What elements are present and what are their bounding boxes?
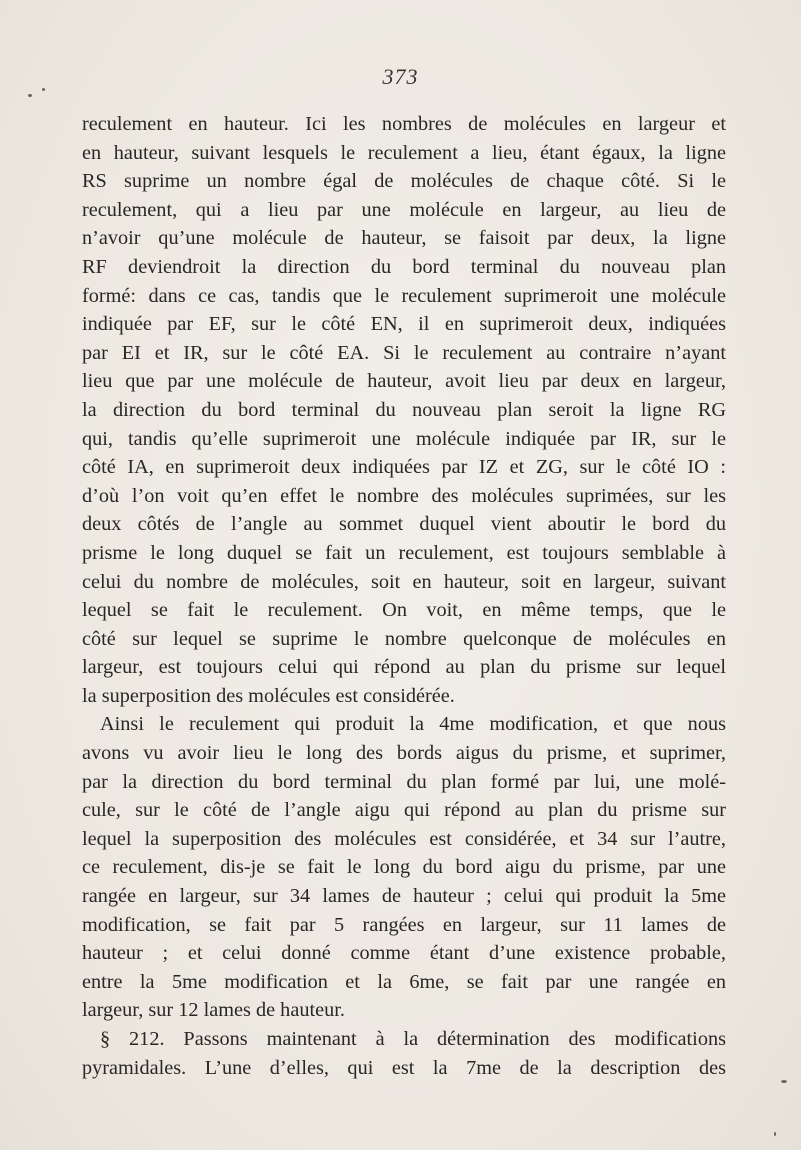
text-line: côté sur lequel se suprime le nombre quelconque de molécules en [82,627,726,650]
paper-speck [42,88,45,91]
text-line: ce reculement, dis-je se fait le long du bord aigu du prisme, par une [82,856,726,879]
text-line: lequel se fait le reculement. On voit, en même temps, que le [82,599,726,622]
text-line: rangée en largeur, sur 34 lames de hauteur ; celui qui produit la 5me [82,885,726,908]
paper-speck [781,1080,787,1083]
text-line: RF deviendroit la direction du bord terminal du nouveau plan [82,255,726,278]
text-line: prisme le long duquel se fait un reculement, est toujours semblable à [82,541,726,564]
text-line: lieu que par une molécule de hauteur, avoit lieu par deux en largeur, [82,370,726,393]
text-line: en hauteur, suivant lesquels le reculement a lieu, étant égaux, la ligne [82,141,726,164]
text-line: cule, sur le côté de l’angle aigu qui répond au plan du prisme sur [82,799,726,822]
text-line: formé: dans ce cas, tandis que le reculement suprimeroit une molécule [82,284,726,307]
text-line: indiquée par EF, sur le côté EN, il en suprimeroit deux, indiquées [82,313,726,336]
text-line: n’avoir qu’une molécule de hauteur, se faisoit par deux, la ligne [82,227,726,250]
text-line: d’où l’on voit qu’en effet le nombre des molécules suprimées, sur les [82,484,726,507]
text-line: reculement en hauteur. Ici les nombres de molécules en largeur et [82,113,726,135]
text-line: RS suprime un nombre égal de molécules de chaque côté. Si le [82,170,726,193]
text-line: pyramidales. L’une d’elles, qui est la 7me de la description des [82,1056,726,1079]
text-line: entre la 5me modification et la 6me, se fait par une rangée en [82,970,726,993]
text-line: avons vu avoir lieu le long des bords aigus du prisme, et suprimer, [82,742,726,765]
text-line: largeur, est toujours celui qui répond au plan du prisme sur lequel [82,656,726,679]
text-line: qui, tandis qu’elle suprimeroit une molécule indiquée par IR, sur le [82,427,726,450]
text-line: côté IA, en suprimeroit deux indiquées par IZ et ZG, sur le côté IO : [82,456,726,479]
page-number: 373 [382,64,419,89]
paper-speck [28,94,32,97]
text-line: celui du nombre de molécules, soit en hauteur, soit en largeur, suivant [82,570,726,593]
text-line: hauteur ; et celui donné comme étant d’une existence probable, [82,942,726,965]
text-line: lequel la superposition des molécules est considérée, et 34 sur l’autre, [82,827,726,850]
text-line: reculement, qui a lieu par une molécule en largeur, au lieu de [82,198,726,221]
text-line: par la direction du bord terminal du plan formé par lui, une molé- [82,770,726,793]
body-text [82,110,726,1082]
text-line: par EI et IR, sur le côté EA. Si le reculement au contraire n’ayant [82,341,726,364]
text-line: § 212. Passons maintenant à la détermination des modifications [100,1028,726,1050]
paper-speck [774,1132,776,1136]
text-line: la superposition des molécules est considérée. [82,684,455,707]
text-line: deux côtés de l’angle au sommet duquel vient aboutir le bord du [82,513,726,536]
text-line: modification, se fait par 5 rangées en largeur, sur 11 lames de [82,913,726,936]
text-line: Ainsi le reculement qui produit la 4me modification, et que nous [100,713,726,736]
text-line: la direction du bord terminal du nouveau plan seroit la ligne RG [82,398,726,421]
text-line: largeur, sur 12 lames de hauteur. [82,999,345,1022]
